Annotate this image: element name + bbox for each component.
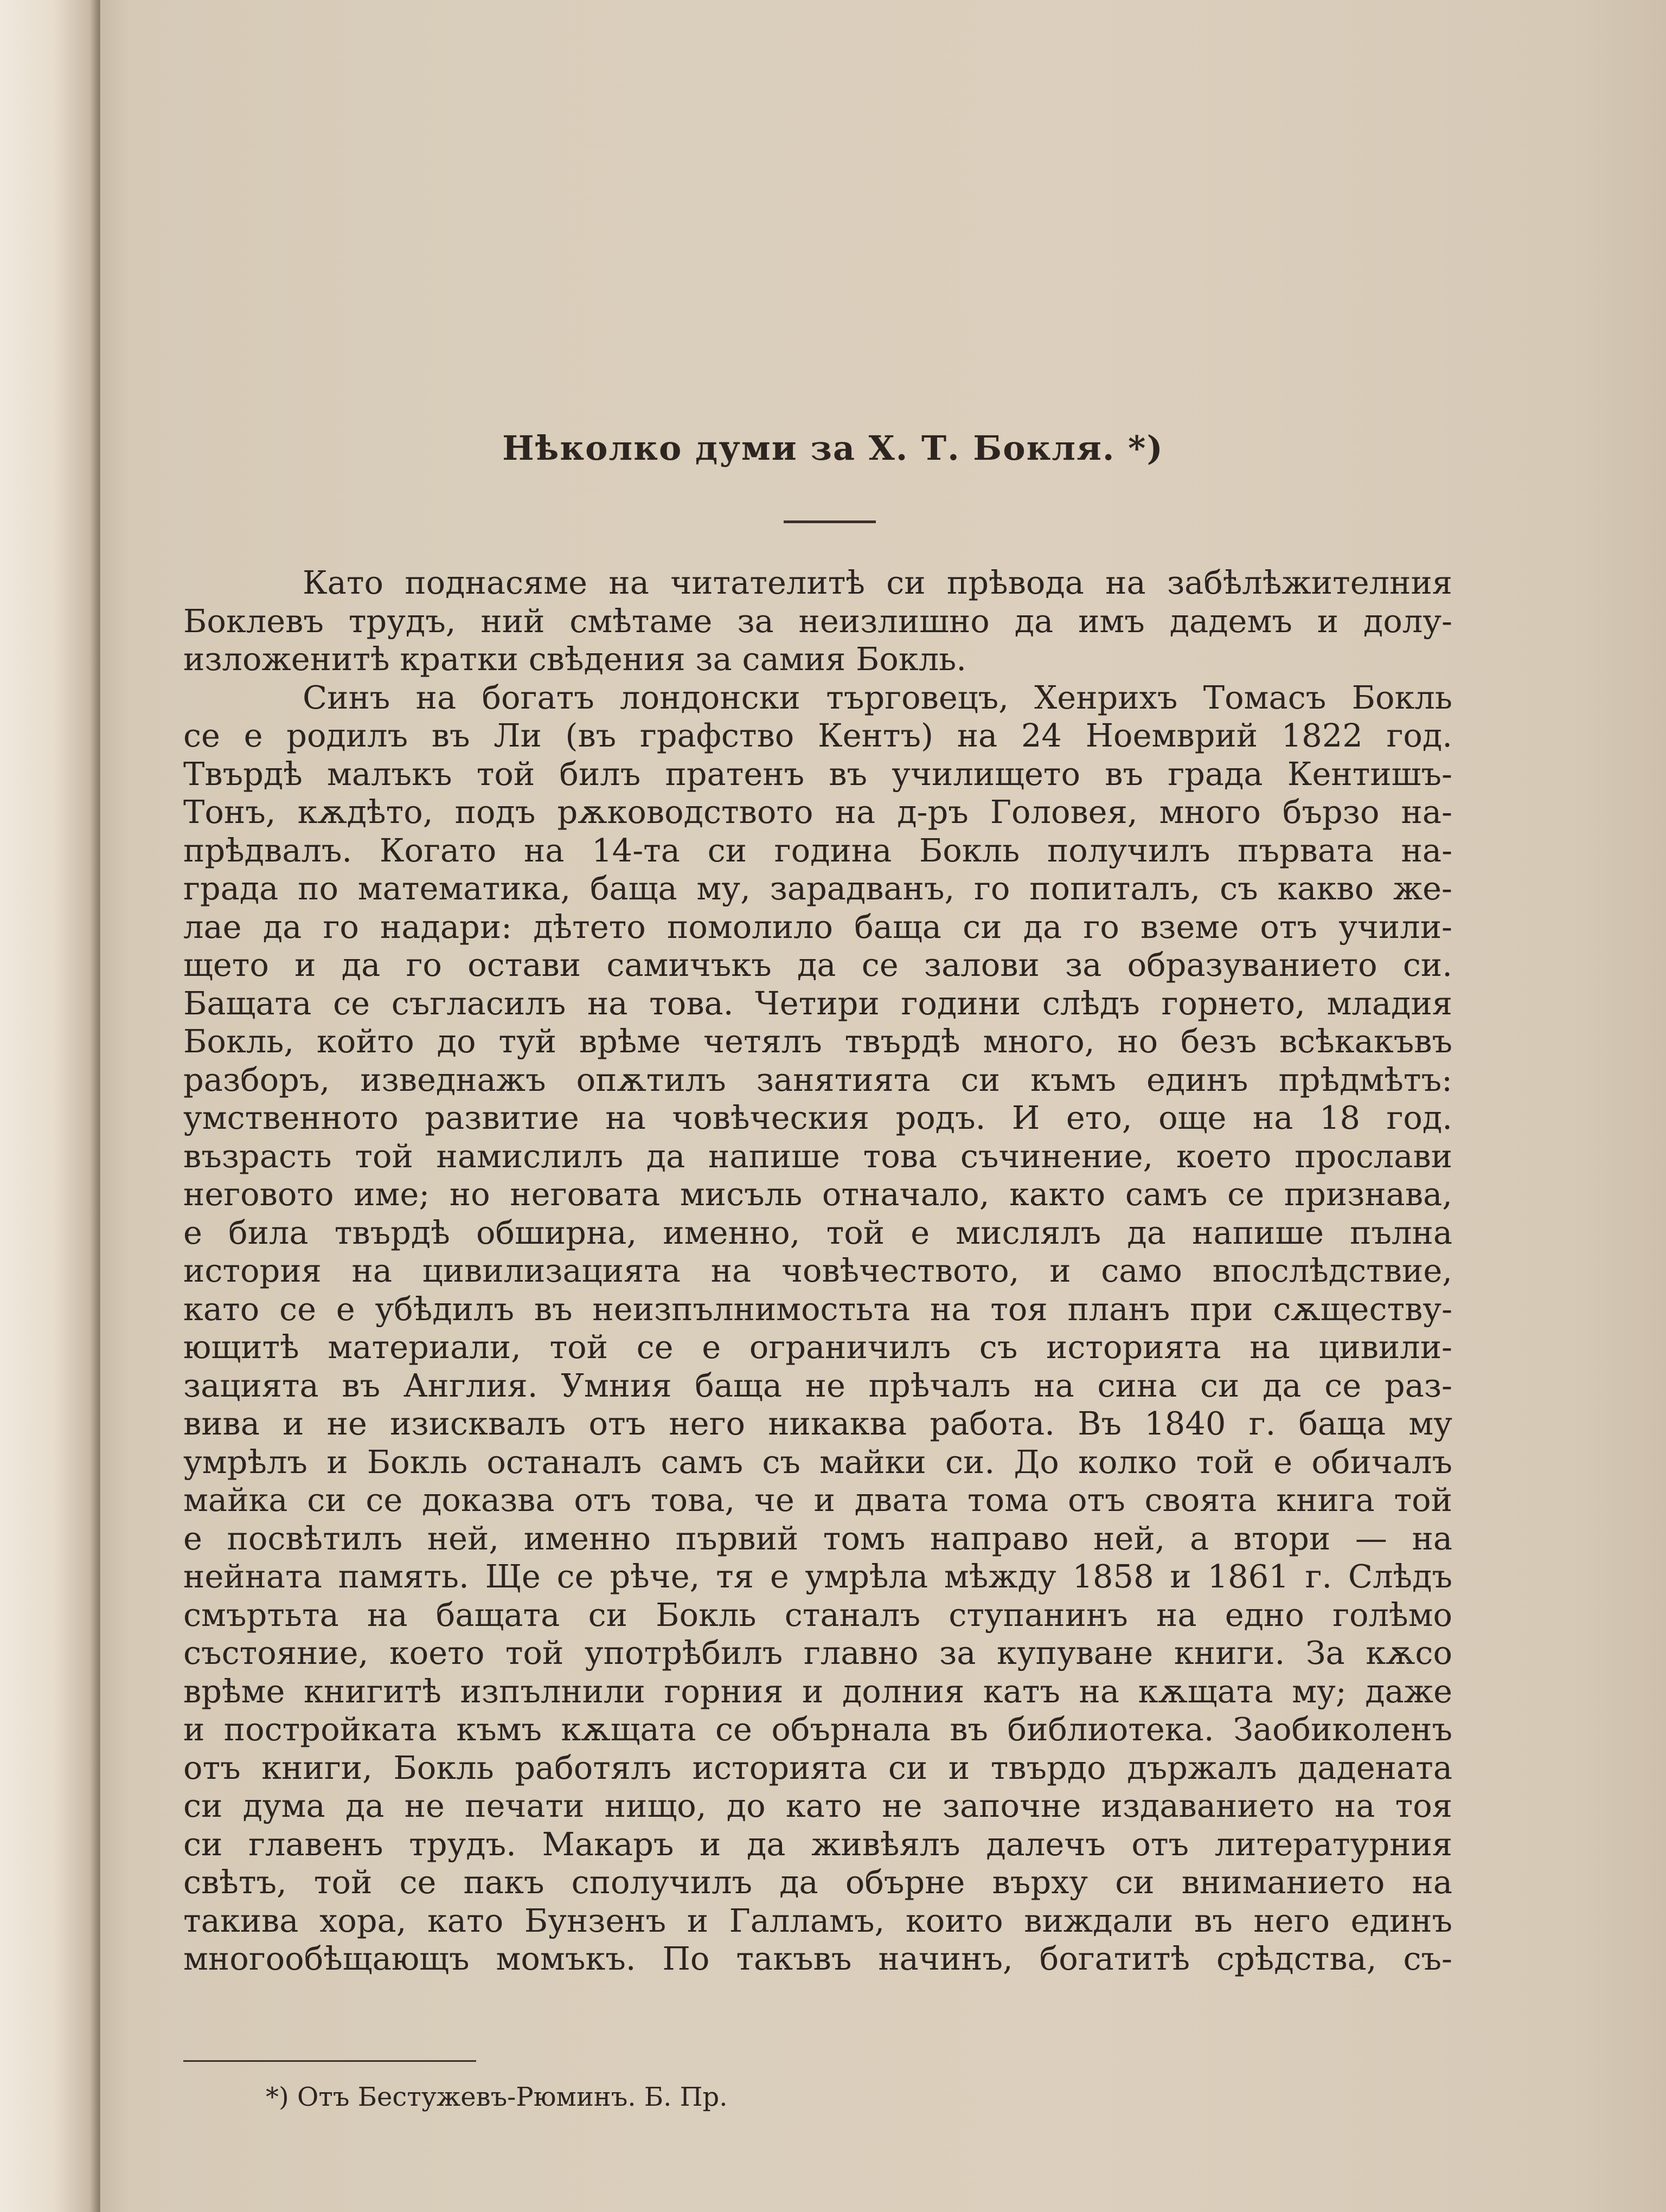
text-line: състояние, което той употрѣбилъ главно за купуване книги. За кѫсо bbox=[183, 1634, 1452, 1671]
book-gutter bbox=[0, 0, 100, 2212]
text-line: Бокль, който до туй врѣме четялъ твърдѣ много, но безъ всѣкакъвъ bbox=[183, 1023, 1452, 1060]
paragraph-biography bbox=[183, 679, 1452, 1978]
text-line: вива и не изисквалъ отъ него никаква работа. Въ 1840 г. баща му bbox=[183, 1405, 1452, 1442]
text-line: града по математика, баща му, зарадванъ, го попиталъ, съ какво же- bbox=[183, 870, 1452, 907]
footnote-divider bbox=[183, 2060, 476, 2062]
text-line: Боклевъ трудъ, ний смѣтаме за неизлишно да имъ дадемъ и долу- bbox=[183, 602, 1452, 640]
text-line: ющитѣ материали, той се е ограничилъ съ историята на цивили- bbox=[183, 1328, 1452, 1366]
text-line: щето и да го остави самичъкъ да се залови за образуванието си. bbox=[183, 946, 1452, 983]
text-line: зацията въ Англия. Умния баща не прѣчалъ на сина си да се раз- bbox=[183, 1366, 1452, 1404]
text-line: разборъ, изведнажъ опѫтилъ занятията си къмъ единъ прѣдмѣтъ: bbox=[183, 1060, 1452, 1098]
text-line: свѣтъ, той се пакъ сполучилъ да обърне върху си вниманието на bbox=[183, 1863, 1452, 1901]
text-line: умрѣлъ и Бокль останалъ самъ съ майки си. До колко той е обичалъ bbox=[183, 1443, 1452, 1481]
text-line: Синъ на богатъ лондонски търговецъ, Хенрихъ Томасъ Бокль bbox=[303, 678, 1452, 716]
page-title: Нѣколко думи за Х. Т. Бокля. *) bbox=[502, 428, 1164, 468]
text-line: Тонъ, кѫдѣто, подъ рѫководството на д-ръ Головея, много бързо на- bbox=[183, 793, 1452, 831]
text-line: е посвѣтилъ ней, именно първий томъ направо ней, а втори — на bbox=[183, 1519, 1452, 1557]
text-line: отъ книги, Бокль работялъ историята си и твърдо държалъ дадената bbox=[183, 1748, 1452, 1786]
text-line: и постройката къмъ кѫщата се обърнала въ библиотека. Заобиколенъ bbox=[183, 1711, 1452, 1748]
title-divider bbox=[784, 520, 876, 523]
text-line: майка си се доказва отъ това, че и двата тома отъ своята книга той bbox=[183, 1481, 1452, 1519]
text-line: неговото име; но неговата мисъль отначало, както самъ се признава, bbox=[183, 1175, 1452, 1213]
text-line: се е родилъ въ Ли (въ графство Кентъ) на 24 Ноемврий 1822 год. bbox=[183, 717, 1452, 754]
text-line: нейната память. Ще се рѣче, тя е умрѣла мѣжду 1858 и 1861 г. Слѣдъ bbox=[183, 1558, 1452, 1595]
text-line: лае да го надари: дѣтето помолило баща си да го вземе отъ учили- bbox=[183, 908, 1452, 946]
text-line: история на цивилизацията на човѣчеството, и само впослѣдствие, bbox=[183, 1252, 1452, 1289]
text-line: Като поднасяме на читателитѣ си прѣвода на забѣлѣжителния bbox=[303, 564, 1452, 601]
text-line: Бащата се съгласилъ на това. Четири години слѣдъ горнето, младия bbox=[183, 984, 1452, 1022]
text-line: си дума да не печати нищо, до като не започне издаванието на тоя bbox=[183, 1787, 1452, 1824]
text-line: си главенъ трудъ. Макаръ и да живѣялъ далечъ отъ литературния bbox=[183, 1825, 1452, 1863]
text-line: Твърдѣ малъкъ той билъ пратенъ въ училището въ града Кентишъ- bbox=[183, 755, 1452, 793]
text-line: смъртьта на бащата си Бокль станалъ ступанинъ на едно голѣмо bbox=[183, 1596, 1452, 1634]
text-line: е била твърдѣ обширна, именно, той е мислялъ да напише пълна bbox=[183, 1213, 1452, 1251]
text-line: възрасть той намислилъ да напише това съчинение, което прослави bbox=[183, 1137, 1452, 1175]
text-line: врѣме книгитѣ изпълнили горния и долния катъ на кѫщата му; даже bbox=[183, 1672, 1452, 1710]
text-line: многообѣщающъ момъкъ. По такъвъ начинъ, богатитѣ срѣдства, съ- bbox=[183, 1940, 1452, 1977]
article-body bbox=[183, 564, 1452, 1978]
text-line: изложенитѣ кратки свѣдения за самия Бокль. bbox=[183, 640, 967, 678]
paragraph-intro bbox=[183, 564, 1452, 679]
text-line: като се е убѣдилъ въ неизпълнимостьта на тоя планъ при сѫществу- bbox=[183, 1290, 1452, 1328]
text-line: прѣдвалъ. Когато на 14-та си година Бокль получилъ първата на- bbox=[183, 831, 1452, 869]
text-line: умственното развитие на човѣческия родъ. И ето, още на 18 год. bbox=[183, 1099, 1452, 1136]
text-line: такива хора, като Бунзенъ и Галламъ, които виждали въ него единъ bbox=[183, 1901, 1452, 1939]
footnote: *) Отъ Бестужевъ-Рюминъ. Б. Пр. bbox=[266, 2082, 728, 2112]
